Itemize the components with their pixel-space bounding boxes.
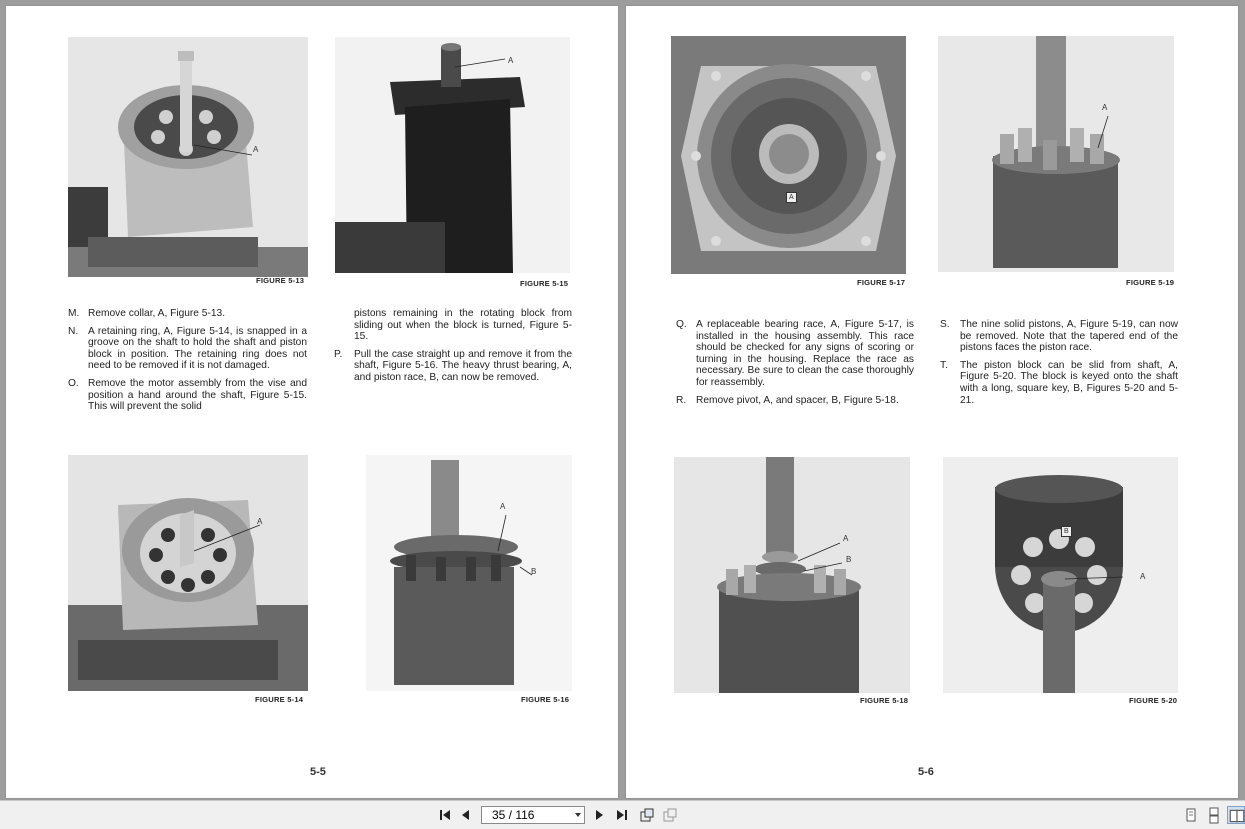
figure-5-15-photo	[335, 37, 570, 273]
figure-5-16-callout-b: B	[531, 567, 537, 576]
step-t: T. The piston block can be slid from shaft, A, Figure 5-20. The block is keyed onto the shaft with a long, square key, B, Figures 5-20 and 5-21.	[940, 359, 1178, 406]
copy-icon[interactable]	[661, 806, 679, 824]
page-number-select[interactable]	[481, 806, 585, 824]
figure-5-14-photo	[68, 455, 308, 691]
text-column-2	[334, 308, 572, 390]
two-page-view-icon[interactable]	[1227, 806, 1245, 824]
figure-5-13-caption: FIGURE 5-13	[256, 276, 305, 285]
figure-5-19-photo	[938, 36, 1174, 272]
figure-5-13-callout-a: A	[253, 145, 259, 154]
figure-5-17-caption: FIGURE 5-17	[857, 278, 906, 287]
figure-5-15-caption: FIGURE 5-15	[520, 279, 569, 288]
figure-5-18-callout-b: B	[846, 555, 852, 564]
step-s: S. The nine solid pistons, A, Figure 5-19, can now be removed. Note that the tapered end of the pistons faces the piston race.	[940, 319, 1178, 354]
figure-5-17-callout-a: A	[786, 192, 797, 203]
figure-5-16-caption: FIGURE 5-16	[521, 695, 570, 704]
step-q: Q. A replaceable bearing race, A, Figure 5-17, is installed in the housing assembly. This race should be checked for any signs of scoring or turning in the housing. Replace the race as necessary. Be sure to clean the case thoroughly for reassembly.	[676, 319, 914, 388]
step-r: R. Remove pivot, A, and spacer, B, Figure 5-18.	[676, 394, 899, 406]
page-number-right: 5-6	[918, 766, 934, 778]
figure-5-19-caption: FIGURE 5-19	[1126, 278, 1175, 287]
step-p: P. Pull the case straight up and remove it from the shaft, Figure 5-16. The heavy thrust bearing, A, and piston race, B, can now be removed.	[334, 348, 572, 383]
figure-5-20-callout-b: B	[1061, 526, 1072, 537]
page-left	[6, 6, 618, 798]
page-number-left: 5-5	[310, 766, 326, 778]
page-right	[626, 6, 1238, 798]
step-o: O. Remove the motor assembly from the vise and position a hand around the shaft, Figure 5-15. This will prevent the solid	[68, 377, 307, 413]
figure-5-16-callout-a: A	[500, 502, 506, 511]
step-n: N. A retaining ring, A, Figure 5-14, is snapped in a groove on the shaft to hold the shaft and piston block in position. The retaining ring does not need to be removed if it is not damaged.	[68, 325, 307, 372]
figure-5-18-caption: FIGURE 5-18	[860, 696, 909, 705]
previous-page-icon[interactable]	[457, 806, 475, 824]
chevron-down-icon	[575, 813, 581, 817]
export-icon[interactable]	[638, 806, 656, 824]
figure-5-18-callout-a: A	[843, 534, 849, 543]
last-page-icon[interactable]	[613, 806, 631, 824]
figure-5-17-photo	[671, 36, 906, 274]
figure-5-13-photo	[68, 37, 308, 277]
text-column-3	[676, 319, 914, 412]
figure-5-14-caption: FIGURE 5-14	[255, 695, 304, 704]
single-page-view-icon[interactable]	[1182, 806, 1200, 824]
figure-5-16-photo	[366, 455, 572, 691]
step-o-continuation: pistons remaining in the rotating block from sliding out when the block is turned, Figure 5-15.	[354, 308, 572, 343]
step-m: M. Remove collar, A, Figure 5-13.	[68, 308, 226, 319]
first-page-icon[interactable]	[436, 806, 454, 824]
text-column-4	[940, 319, 1178, 412]
continuous-view-icon[interactable]	[1205, 806, 1223, 824]
viewer-toolbar	[0, 800, 1245, 829]
figure-5-18-photo	[674, 457, 910, 693]
next-page-icon[interactable]	[590, 806, 608, 824]
figure-5-14-callout-a: A	[257, 517, 263, 526]
page-indicator: 35 / 116	[492, 808, 535, 822]
figure-5-15-callout-a: A	[508, 56, 514, 65]
figure-5-20-caption: FIGURE 5-20	[1129, 696, 1178, 705]
text-column-1	[68, 308, 307, 419]
figure-5-20-callout-a: A	[1140, 572, 1146, 581]
figure-5-19-callout-a: A	[1102, 103, 1108, 112]
